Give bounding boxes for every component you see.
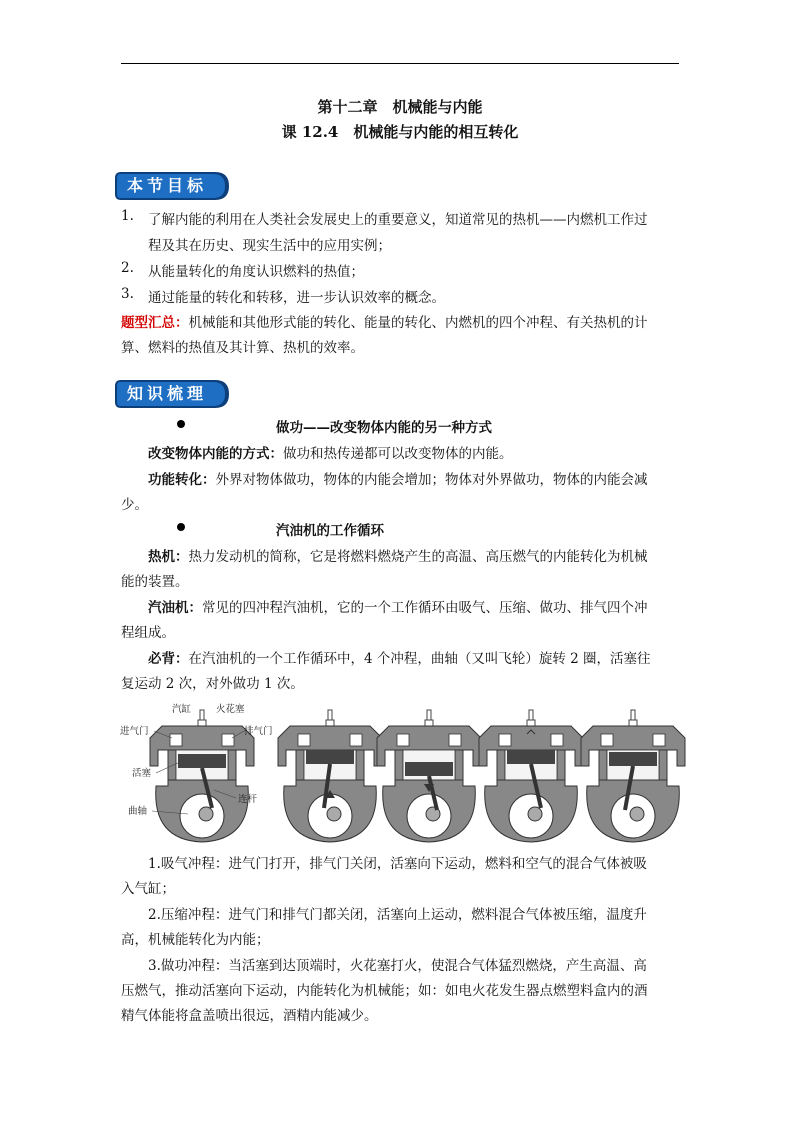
goal-1-line2: 程及其在历史、现实生活中的应用实例； <box>148 238 391 254</box>
stroke-3-line1: 3.做功冲程：当活塞到达顶端时，火花塞打火，使混合气体猛烈燃烧，产生高温、高 <box>148 958 647 974</box>
section1-para2-text: 外界对物体做功，物体的内能会增加；物体对外界做功，物体的内能会减 <box>215 472 648 488</box>
label-intake-valve: 进气门 <box>120 726 149 737</box>
stroke-3-line2: 压燃气，推动活塞向下运动，内能转化为机械能；如：如电火花发生器点燃塑料盒内的酒 <box>121 983 648 999</box>
section1-heading: 做功——改变物体内能的另一种方式 <box>276 420 492 436</box>
section2-para1-label: 热机： <box>148 549 189 565</box>
section2-para2-label: 汽油机： <box>148 600 202 616</box>
lesson-title: 课 12.4 机械能与内能的相互转化 <box>281 123 519 141</box>
four-stroke-engine-figure <box>118 690 686 845</box>
section1-para1-text: 做功和热传递都可以改变物体的内能。 <box>283 446 513 462</box>
label-cylinder: 汽缸 <box>172 704 192 715</box>
section1-para2-label: 功能转化： <box>148 472 216 488</box>
stroke-1-line1: 1.吸气冲程：进气门打开，排气门关闭，活塞向下运动，燃料和空气的混合气体被吸 <box>148 856 647 872</box>
label-crankshaft: 曲轴 <box>128 806 148 817</box>
goal-3-line1: 通过能量的转化和转移，进一步认识效率的概念。 <box>148 290 445 306</box>
goals-badge <box>115 172 229 200</box>
section2-heading: 汽油机的工作循环 <box>276 523 384 539</box>
section1-para2 <box>148 468 648 488</box>
label-spark-plug: 火花塞 <box>216 704 245 715</box>
summary-line2: 算、燃料的热值及其计算、热机的效率。 <box>121 340 364 356</box>
summary-label: 题型汇总： <box>121 315 189 331</box>
knowledge-badge <box>115 380 229 408</box>
label-exhaust-valve: 排气门 <box>244 726 273 737</box>
section2-para1-text: 热力发动机的简称，它是将燃料燃烧产生的高温、高压燃气的内能转化为机械 <box>188 549 648 565</box>
section2-para2 <box>148 596 648 616</box>
section2-para1-line2: 能的装置。 <box>121 574 189 590</box>
goal-3-number: 3. <box>121 286 134 302</box>
section2-para1 <box>148 545 648 565</box>
engine-power-diagram <box>377 710 481 842</box>
engine-intake-diagram <box>150 710 254 842</box>
section2-para3-text: 在汽油机的一个工作循环中，4 个冲程，曲轴（又叫飞轮）旋转 2 圈，活塞往 <box>188 651 651 667</box>
section2-para3-label: 必背： <box>148 651 189 667</box>
goal-1-number: 1. <box>121 208 134 224</box>
bullet-icon <box>177 420 185 428</box>
stroke-2-line2: 高，机械能转化为内能； <box>121 932 270 948</box>
section2-para2-line2: 程组成。 <box>121 625 175 641</box>
stroke-1-line2: 入气缸； <box>121 881 175 897</box>
section1-para2-line2: 少。 <box>121 497 148 513</box>
summary-line1 <box>121 311 648 331</box>
section2-para3-line2: 复运动 2 次，对外做功 1 次。 <box>121 676 304 692</box>
stroke-2-line1: 2.压缩冲程：进气门和排气门都关闭，活塞向上运动，燃料混合气体被压缩，温度升 <box>148 907 647 923</box>
engine-compression-diagram <box>278 710 382 842</box>
goals-badge-label: 本节目标 <box>126 176 207 195</box>
header-rule <box>121 63 679 64</box>
section1-para1 <box>148 442 513 462</box>
chapter-title: 第十二章 机械能与内能 <box>317 98 483 116</box>
knowledge-badge-label: 知识梳理 <box>126 384 207 403</box>
section1-para1-label: 改变物体内能的方式： <box>148 446 283 462</box>
section2-para3 <box>148 647 651 667</box>
label-connecting-rod: 连杆 <box>238 794 258 805</box>
goal-1-line1: 了解内能的利用在人类社会发展史上的重要意义，知道常见的热机——内燃机工作过 <box>148 212 648 228</box>
engine-fifth-diagram <box>581 710 685 842</box>
engine-exhaust-diagram <box>479 710 583 842</box>
label-piston: 活塞 <box>132 768 152 779</box>
section2-para2-text: 常见的四冲程汽油机，它的一个工作循环由吸气、压缩、做功、排气四个冲 <box>202 600 648 616</box>
summary-text-1: 机械能和其他形式能的转化、能量的转化、内燃机的四个冲程、有关热机的计 <box>188 315 648 331</box>
stroke-3-line3: 精气体能将盒盖喷出很远，酒精内能减少。 <box>121 1008 378 1024</box>
bullet-icon <box>177 523 185 531</box>
goal-2-number: 2. <box>121 260 134 276</box>
goal-2-line1: 从能量转化的角度认识燃料的热值； <box>148 264 364 280</box>
